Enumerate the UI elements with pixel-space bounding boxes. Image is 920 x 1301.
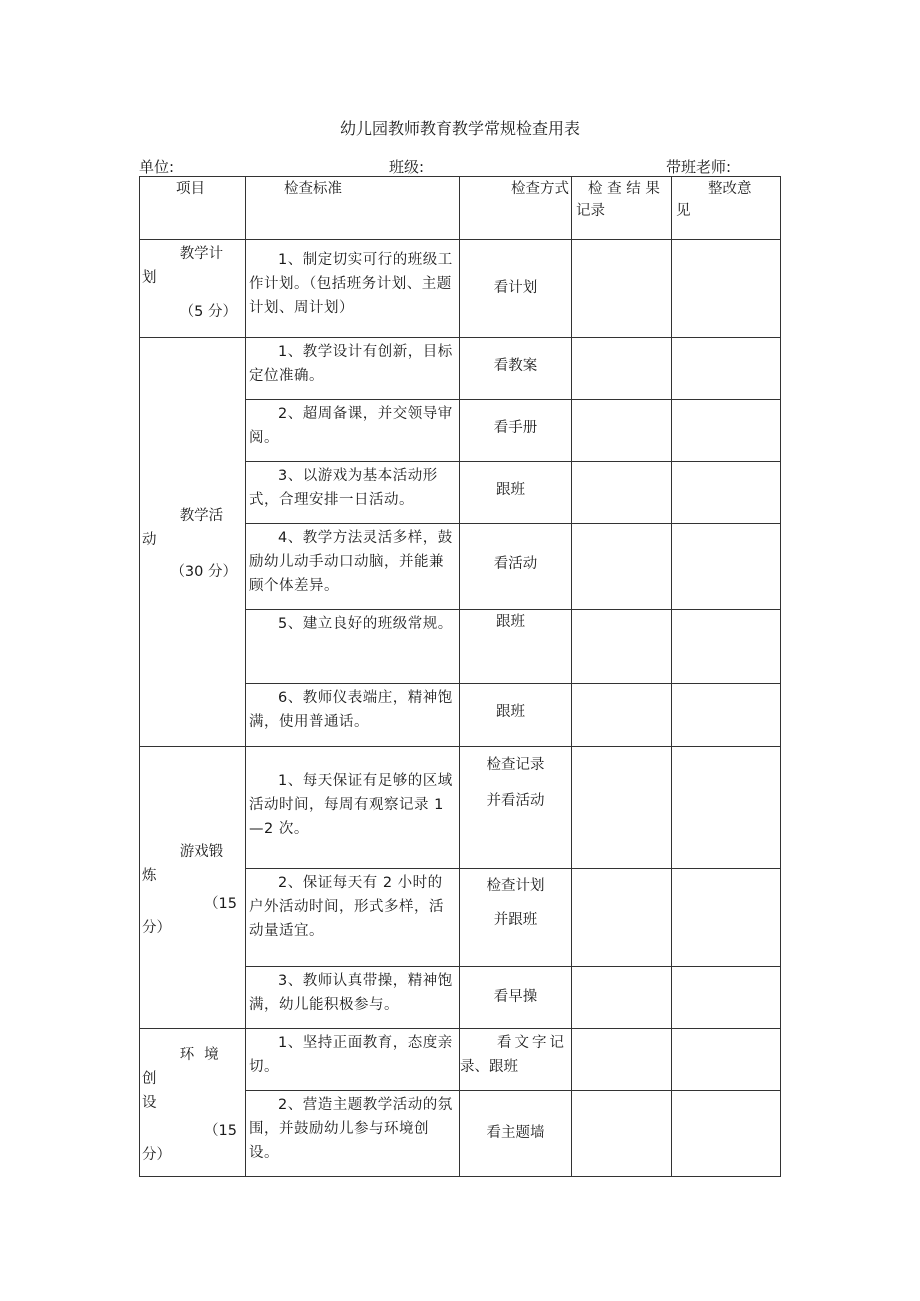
rectify-cell — [672, 400, 781, 462]
standard-text: 5、建立良好的班级常规。 — [278, 616, 453, 632]
category-name-a: 游戏锻 — [179, 843, 224, 860]
standard-text: 3、教师认真带操，精神饱满，幼儿能积极参与。 — [249, 973, 453, 1013]
standard-text: 2、营造主题教学活动的氛围，并鼓励幼儿参与环境创设。 — [249, 1097, 453, 1161]
header-result-b: 记录 — [576, 203, 605, 219]
rectify-cell — [672, 610, 781, 684]
standard-text: 1、制定切实可行的班级工作计划。（包括班务计划、主题计划、周计划） — [249, 252, 453, 316]
table-row — [140, 747, 781, 869]
class-label: 班级: — [389, 158, 425, 176]
rectify-cell — [672, 684, 781, 747]
result-cell — [572, 869, 672, 967]
standard-text: 4、教学方法灵活多样，鼓励幼儿动手动口动脑，并能兼顾个体差异。 — [249, 530, 453, 594]
category-name-b: 划 — [142, 270, 157, 286]
method-text: 看计划 — [493, 280, 538, 296]
rectify-cell — [672, 747, 781, 869]
standard-text: 3、以游戏为基本活动形式，合理安排一日活动。 — [249, 468, 438, 508]
result-cell — [572, 400, 672, 462]
page-title: 幼儿园教师教育教学常规检查用表 — [339, 119, 580, 138]
category-name-b: 炼 — [142, 867, 157, 884]
header-method: 检查方式 — [511, 181, 569, 197]
result-cell — [572, 338, 672, 400]
method-text: 跟班 — [496, 614, 525, 630]
method-text-b: 并看活动 — [486, 793, 545, 809]
header-result-a: 检 查 结 果 — [588, 181, 660, 197]
result-cell — [572, 967, 672, 1029]
category-score-a: （15 — [204, 1122, 237, 1139]
method-text-b: 录、跟班 — [460, 1059, 518, 1075]
method-text-a: 检查计划 — [486, 878, 545, 894]
category-score: （30 分） — [170, 564, 237, 580]
standard-text: 1、坚持正面教育，态度亲切。 — [249, 1035, 453, 1075]
table-row — [140, 240, 781, 338]
unit-label: 单位: — [139, 158, 175, 176]
category-score: （5 分） — [179, 304, 237, 320]
header-rectify-b: 见 — [676, 203, 691, 219]
standard-text: 1、教学设计有创新，目标定位准确。 — [249, 344, 453, 384]
method-text: 看早操 — [493, 989, 538, 1005]
method-text-b: 并跟班 — [493, 912, 538, 928]
rectify-cell — [672, 967, 781, 1029]
rectify-cell — [672, 462, 781, 524]
table-row — [140, 338, 781, 400]
category-name-b: 设 — [142, 1094, 157, 1111]
result-cell — [572, 1029, 672, 1091]
result-cell — [572, 462, 672, 524]
header-item: 项目 — [176, 181, 205, 197]
header-row — [140, 177, 781, 240]
standard-text: 1、每天保证有足够的区域活动时间，每周有观察记录 1—2 次。 — [249, 773, 453, 837]
rectify-cell — [672, 524, 781, 610]
table-row — [140, 1029, 781, 1091]
header-standard: 检查标准 — [284, 181, 342, 197]
result-cell — [572, 1091, 672, 1177]
header-rectify-a: 整改意 — [708, 181, 752, 197]
category-name-a: 教学活 — [179, 508, 224, 524]
method-text: 跟班 — [496, 704, 525, 720]
method-text: 看活动 — [493, 556, 538, 572]
rectify-cell — [672, 240, 781, 338]
method-text: 看手册 — [493, 420, 538, 436]
category-name-b: 动 — [142, 532, 157, 548]
rectify-cell — [672, 338, 781, 400]
result-cell — [572, 610, 672, 684]
standard-text: 6、教师仪表端庄，精神饱满，使用普通话。 — [249, 690, 453, 730]
category-name-a: 环境创 — [142, 1046, 229, 1087]
method-text-a: 看文字记 — [497, 1035, 567, 1051]
rectify-cell — [672, 1091, 781, 1177]
standard-text: 2、超周备课，并交领导审阅。 — [249, 406, 453, 446]
rectify-cell — [672, 869, 781, 967]
result-cell — [572, 240, 672, 338]
category-name-a: 教学计 — [179, 246, 224, 262]
rectify-cell — [672, 1029, 781, 1091]
result-cell — [572, 684, 672, 747]
category-score-b: 分） — [142, 919, 171, 936]
teacher-label: 带班老师: — [666, 158, 732, 176]
method-text: 跟班 — [496, 482, 525, 498]
standard-text: 2、保证每天有 2 小时的户外活动时间，形式多样，活动量适宜。 — [249, 875, 444, 939]
category-score-a: （15 — [204, 895, 237, 912]
method-text-a: 检查记录 — [486, 757, 545, 773]
method-text: 看教案 — [493, 358, 538, 374]
method-text: 看主题墙 — [486, 1125, 545, 1141]
result-cell — [572, 524, 672, 610]
category-score-b: 分） — [142, 1146, 171, 1163]
result-cell — [572, 747, 672, 869]
inspection-table — [139, 176, 781, 1177]
